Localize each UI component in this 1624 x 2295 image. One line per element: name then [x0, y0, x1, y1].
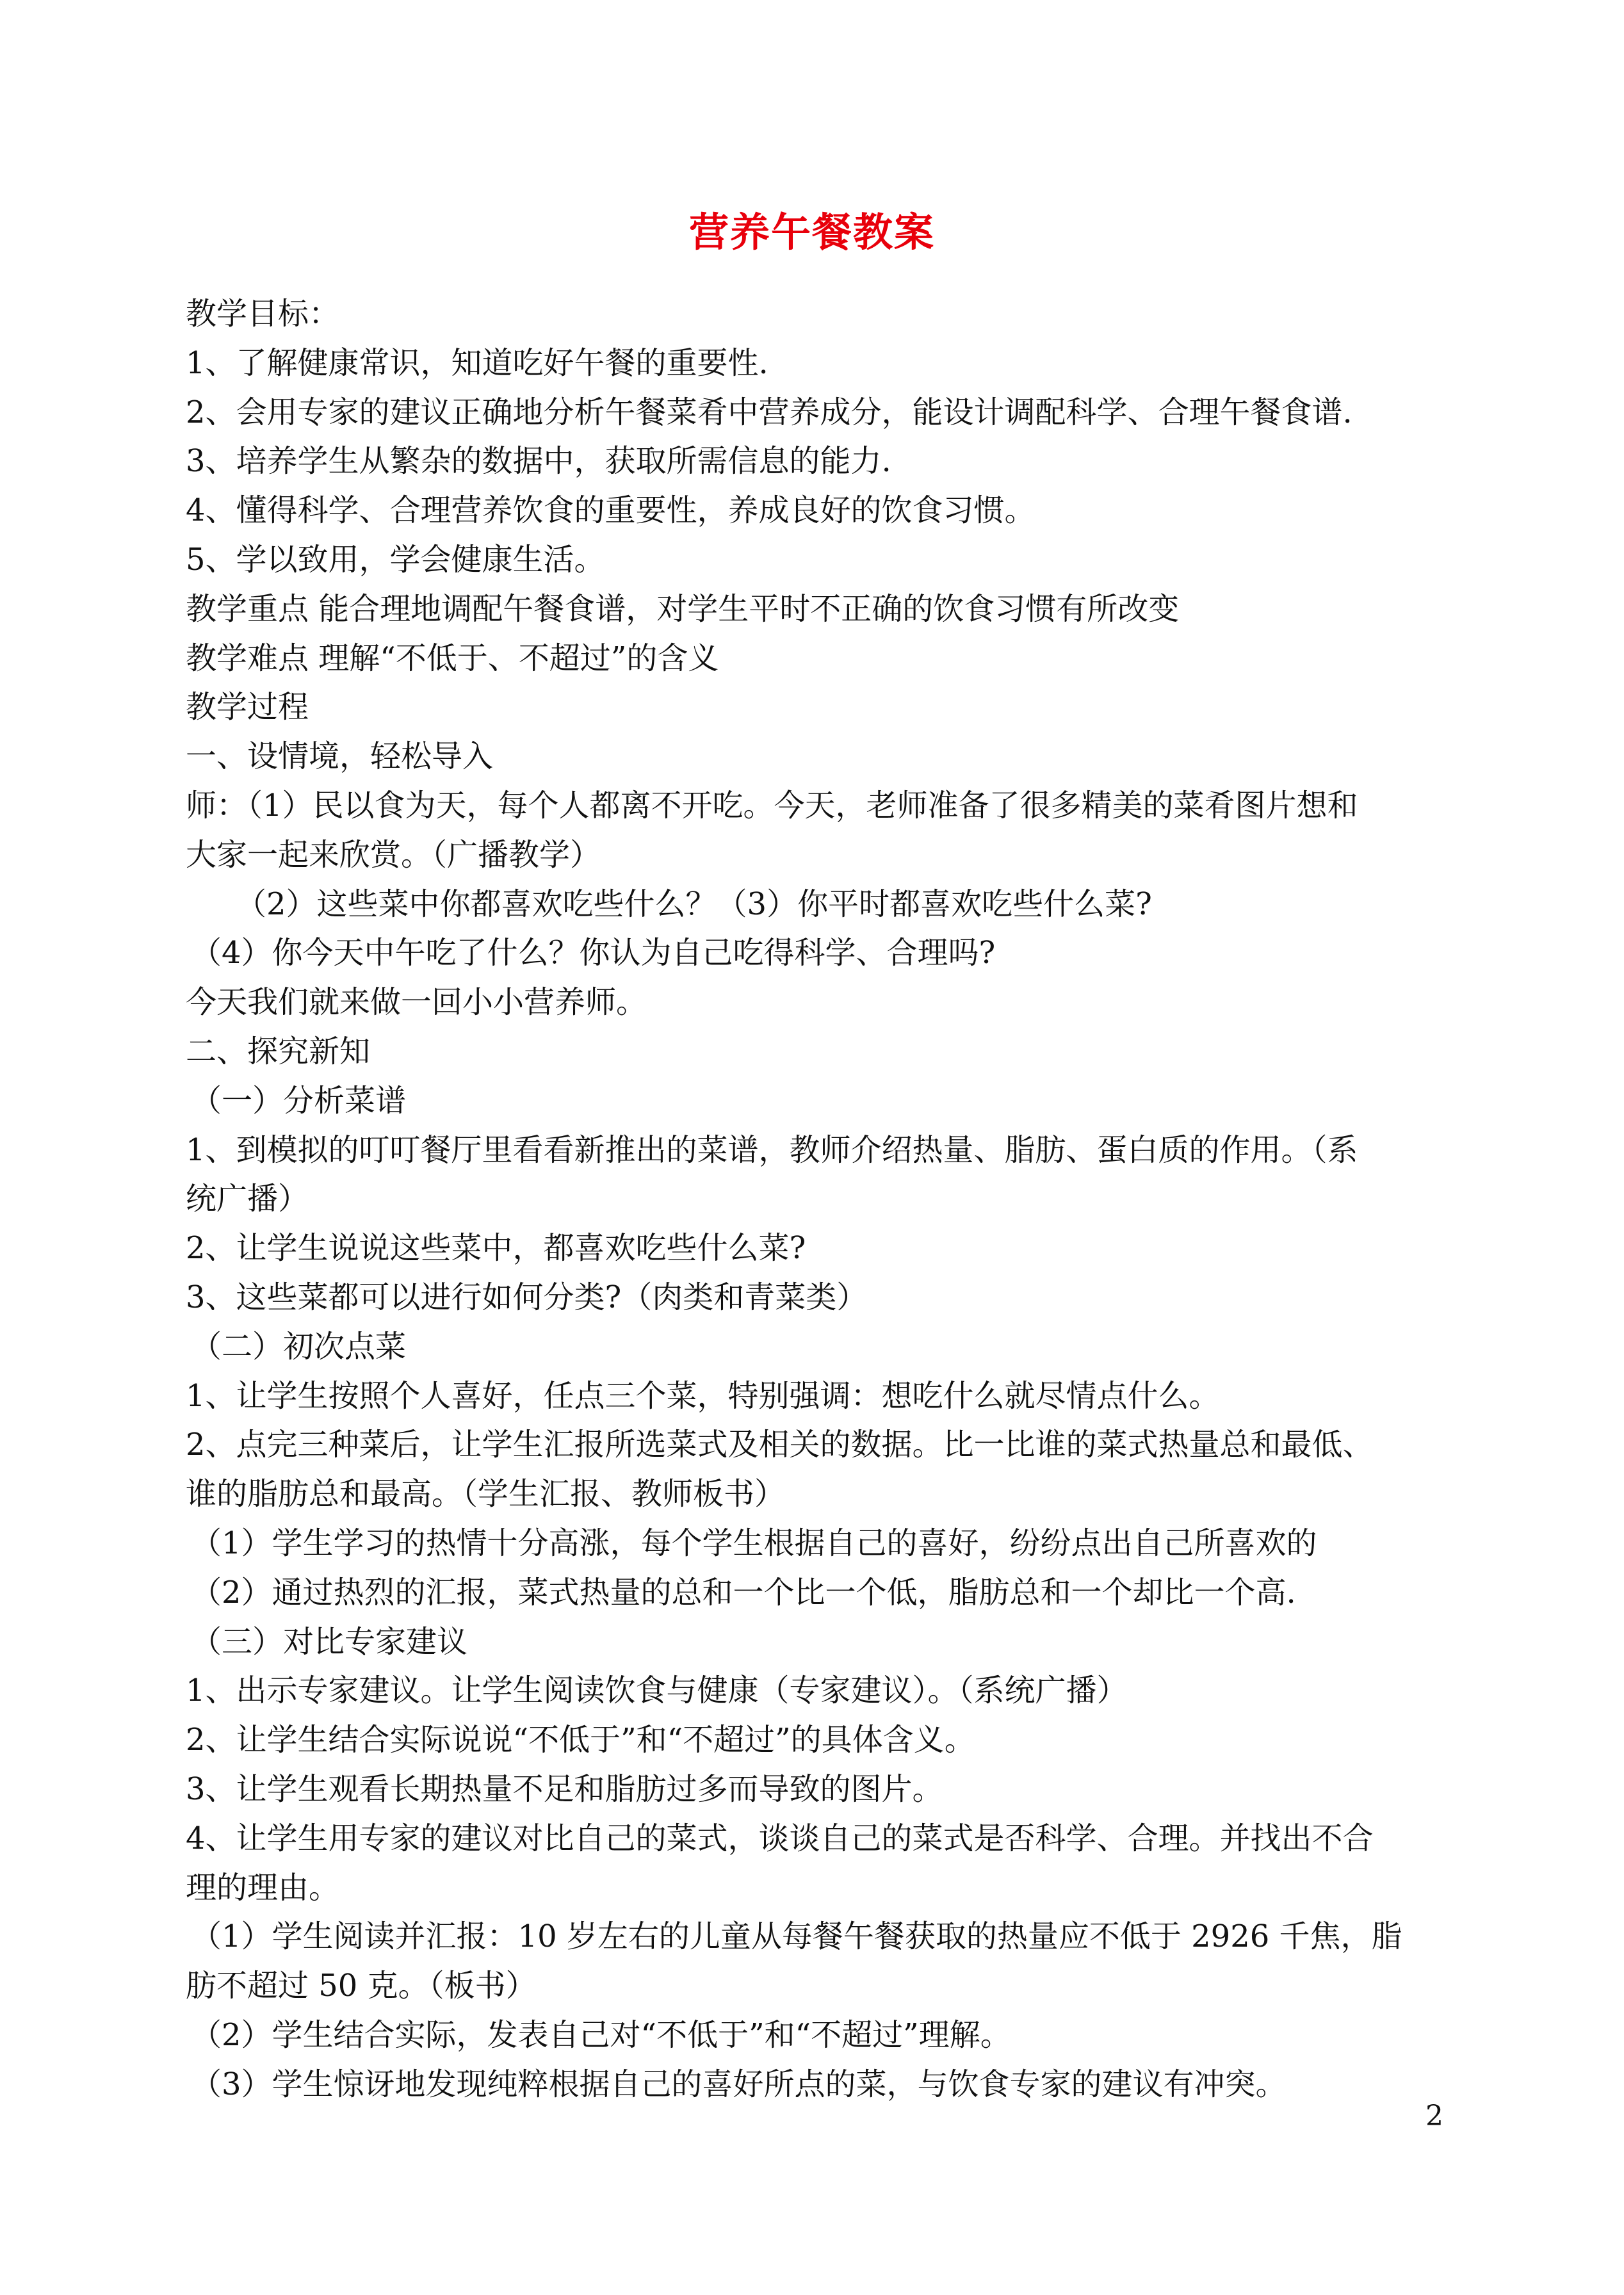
- text-line: （3）学生惊讶地发现纯粹根据自己的喜好所点的菜，与饮食专家的建议有冲突。: [191, 2066, 1287, 2102]
- text-line: （2）学生结合实际，发表自己对“不低于”和“不超过”理解。: [191, 2016, 1011, 2053]
- text-line: 1、出示专家建议。让学生阅读饮食与健康（专家建议）。（系统广播）: [186, 1673, 1128, 1709]
- body-text: [186, 289, 1441, 2109]
- text-line: 2、让学生结合实际说说“不低于”和“不超过”的具体含义。: [186, 1722, 975, 1758]
- text-line: 教学难点 理解“不低于、不超过”的含义: [186, 640, 719, 676]
- page-number: 2: [1425, 2100, 1443, 2132]
- text-line: 1、了解健康常识，知道吃好午餐的重要性.: [186, 345, 768, 381]
- text-line: 1、让学生按照个人喜好，任点三个菜，特别强调：想吃什么就尽情点什么。: [186, 1377, 1220, 1414]
- text-line: 5、学以致用，学会健康生活。: [186, 541, 605, 578]
- text-line: （二）初次点菜: [191, 1328, 407, 1365]
- text-line: 教学目标：: [186, 296, 340, 332]
- text-line: （2）通过热烈的汇报，菜式热量的总和一个比一个低，脂肪总和一个却比一个高.: [191, 1574, 1296, 1610]
- text-line: 大家一起来欣赏。（广播教学）: [186, 836, 601, 873]
- text-line: 二、探究新知: [186, 1033, 371, 1069]
- text-line: 统广播）: [186, 1181, 309, 1217]
- text-line: （1）学生学习的热情十分高涨，每个学生根据自己的喜好，纷纷点出自己所喜欢的: [191, 1525, 1317, 1561]
- text-line: 今天我们就来做一回小小营养师。: [186, 984, 647, 1021]
- text-line: 理的理由。: [186, 1869, 340, 1906]
- text-line: 2、点完三种菜后，让学生汇报所选菜式及相关的数据。比一比谁的菜式热量总和最低、: [186, 1427, 1374, 1463]
- text-line: 3、让学生观看长期热量不足和脂肪过多而导致的图片。: [186, 1771, 943, 1807]
- text-line: （2）这些菜中你都喜欢吃些什么？（3）你平时都喜欢吃些什么菜?: [236, 886, 1152, 922]
- text-line: （三）对比专家建议: [191, 1623, 468, 1660]
- text-line: 教学重点 能合理地调配午餐食谱，对学生平时不正确的饮食习惯有所改变: [186, 590, 1180, 627]
- text-line: 谁的脂肪总和最高。（学生汇报、教师板书）: [186, 1476, 786, 1512]
- text-line: （1）学生阅读并汇报：10 岁左右的儿童从每餐午餐获取的热量应不低于 2926 千焦，脂: [191, 1918, 1402, 1955]
- text-line: 教学过程: [186, 689, 309, 726]
- text-line: 2、让学生说说这些菜中，都喜欢吃些什么菜?: [186, 1230, 806, 1267]
- text-line: 肪不超过 50 克。（板书）: [186, 1968, 537, 2004]
- text-line: 3、这些菜都可以进行如何分类?（肉类和青菜类）: [186, 1279, 868, 1315]
- text-line: 3、培养学生从繁杂的数据中，获取所需信息的能力.: [186, 443, 891, 480]
- text-line: 师：（1）民以食为天，每个人都离不开吃。今天，老师准备了很多精美的菜肴图片想和: [186, 787, 1358, 823]
- text-line: （一）分析菜谱: [191, 1082, 407, 1119]
- text-line: 1、到模拟的叮叮餐厅里看看新推出的菜谱，教师介绍热量、脂肪、蛋白质的作用。（系: [186, 1131, 1358, 1168]
- text-line: （4）你今天中午吃了什么？你认为自己吃得科学、合理吗?: [191, 935, 996, 971]
- text-line: 2、会用专家的建议正确地分析午餐菜肴中营养成分，能设计调配科学、合理午餐食谱.: [186, 394, 1352, 430]
- text-line: 一、设情境，轻松导入: [186, 738, 494, 775]
- text-line: 4、懂得科学、合理营养饮食的重要性，养成良好的饮食习惯。: [186, 492, 1035, 529]
- page-title: 营养午餐教案: [688, 209, 935, 255]
- text-line: 4、让学生用专家的建议对比自己的菜式，谈谈自己的菜式是否科学、合理。并找出不合: [186, 1820, 1374, 1856]
